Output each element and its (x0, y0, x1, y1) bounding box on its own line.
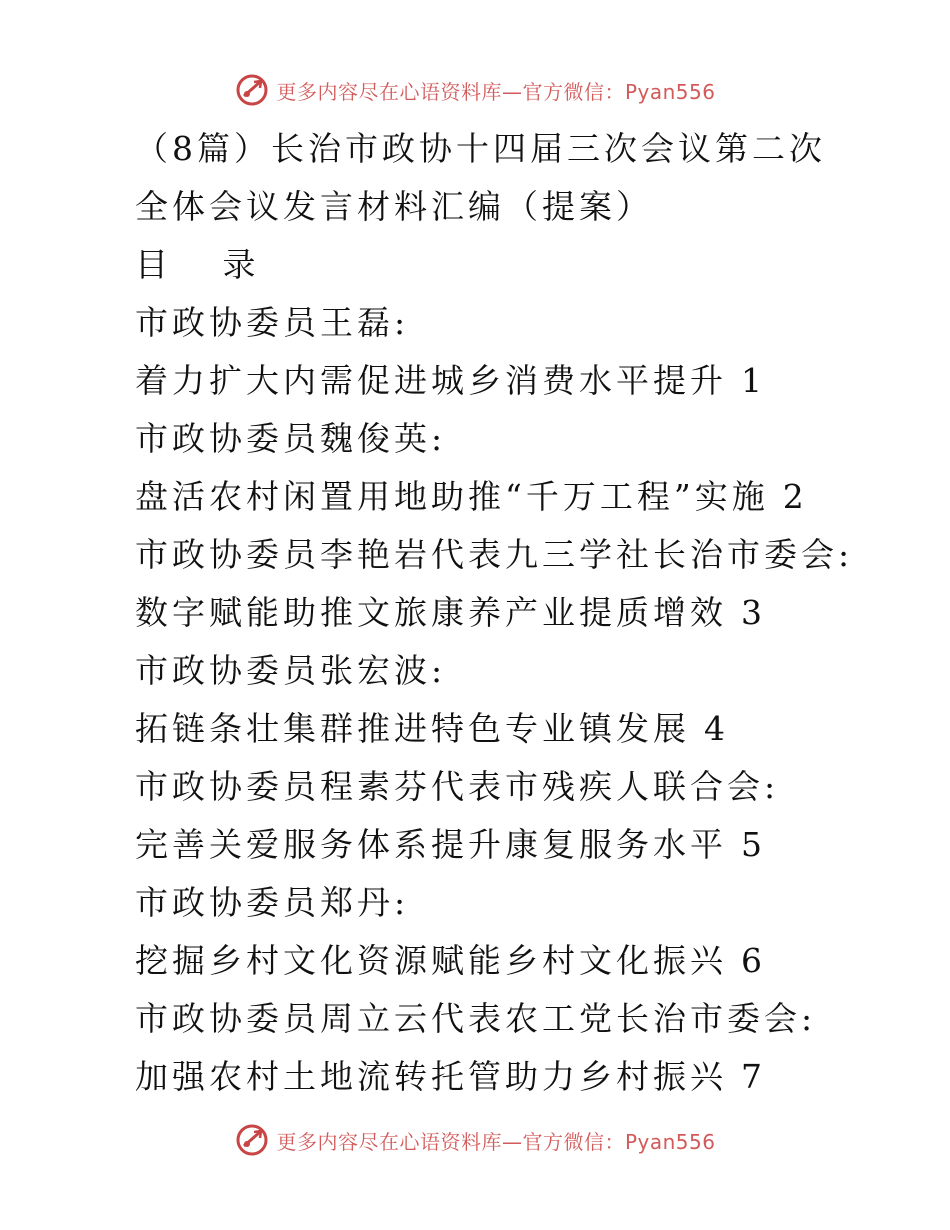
toc-topic: 完善关爱服务体系提升康复服务水平 (135, 825, 727, 864)
toc-topic: 着力扩大内需促进城乡消费水平提升 (135, 361, 727, 400)
toc-speaker: 市政协委员张宏波: (135, 651, 447, 690)
toc-topic: 拓链条壮集群推进特色专业镇发展 (135, 709, 690, 748)
toc-entry (135, 700, 925, 758)
toc-entry (135, 816, 925, 874)
brand-logo-icon (234, 1122, 270, 1158)
toc-entry (135, 932, 925, 990)
toc-speaker: 市政协委员周立云代表农工党长治市委会: (135, 999, 817, 1038)
document-body (135, 120, 925, 1106)
toc-entry (135, 352, 925, 410)
toc-page-number: 7 (741, 1057, 762, 1096)
toc-page-number: 3 (741, 593, 762, 632)
watermark-banner-top (0, 70, 950, 110)
watermark-text: 更多内容尽在心语资料库—官方微信：Pyan556 (276, 79, 716, 104)
toc-entry (135, 1048, 925, 1106)
toc-page-number: 4 (704, 709, 725, 748)
toc-page-number: 5 (741, 825, 762, 864)
toc-topic: 加强农村土地流转托管助力乡村振兴 (135, 1057, 727, 1096)
toc-speaker: 市政协委员程素芬代表市残疾人联合会: (135, 767, 780, 806)
toc-speaker: 市政协委员王磊: (135, 303, 410, 342)
watermark-text: 更多内容尽在心语资料库—官方微信：Pyan556 (276, 1129, 716, 1154)
doc-title-line-2: 全体会议发言材料汇编（提案） (135, 187, 653, 226)
toc-page-number: 1 (741, 361, 762, 400)
doc-title-line-1: （8篇）长治市政协十四届三次会议第二次 (135, 129, 826, 168)
toc-topic: 挖掘乡村文化资源赋能乡村文化振兴 (135, 941, 727, 980)
toc-heading: 目 录 (135, 245, 278, 284)
toc-page-number: 2 (782, 477, 804, 516)
toc-speaker: 市政协委员魏俊英: (135, 419, 447, 458)
toc-speaker: 市政协委员郑丹: (135, 883, 410, 922)
brand-logo-icon (234, 72, 270, 108)
toc-page-number: 6 (741, 941, 762, 980)
toc-entry (135, 584, 925, 642)
toc-topic: 盘活农村闲置用地助推“千万工程”实施 (135, 477, 769, 516)
toc-speaker: 市政协委员李艳岩代表九三学社长治市委会: (135, 535, 854, 574)
watermark-banner-bottom (0, 1120, 950, 1160)
toc-entry (135, 468, 925, 526)
toc-topic: 数字赋能助推文旅康养产业提质增效 (135, 593, 727, 632)
